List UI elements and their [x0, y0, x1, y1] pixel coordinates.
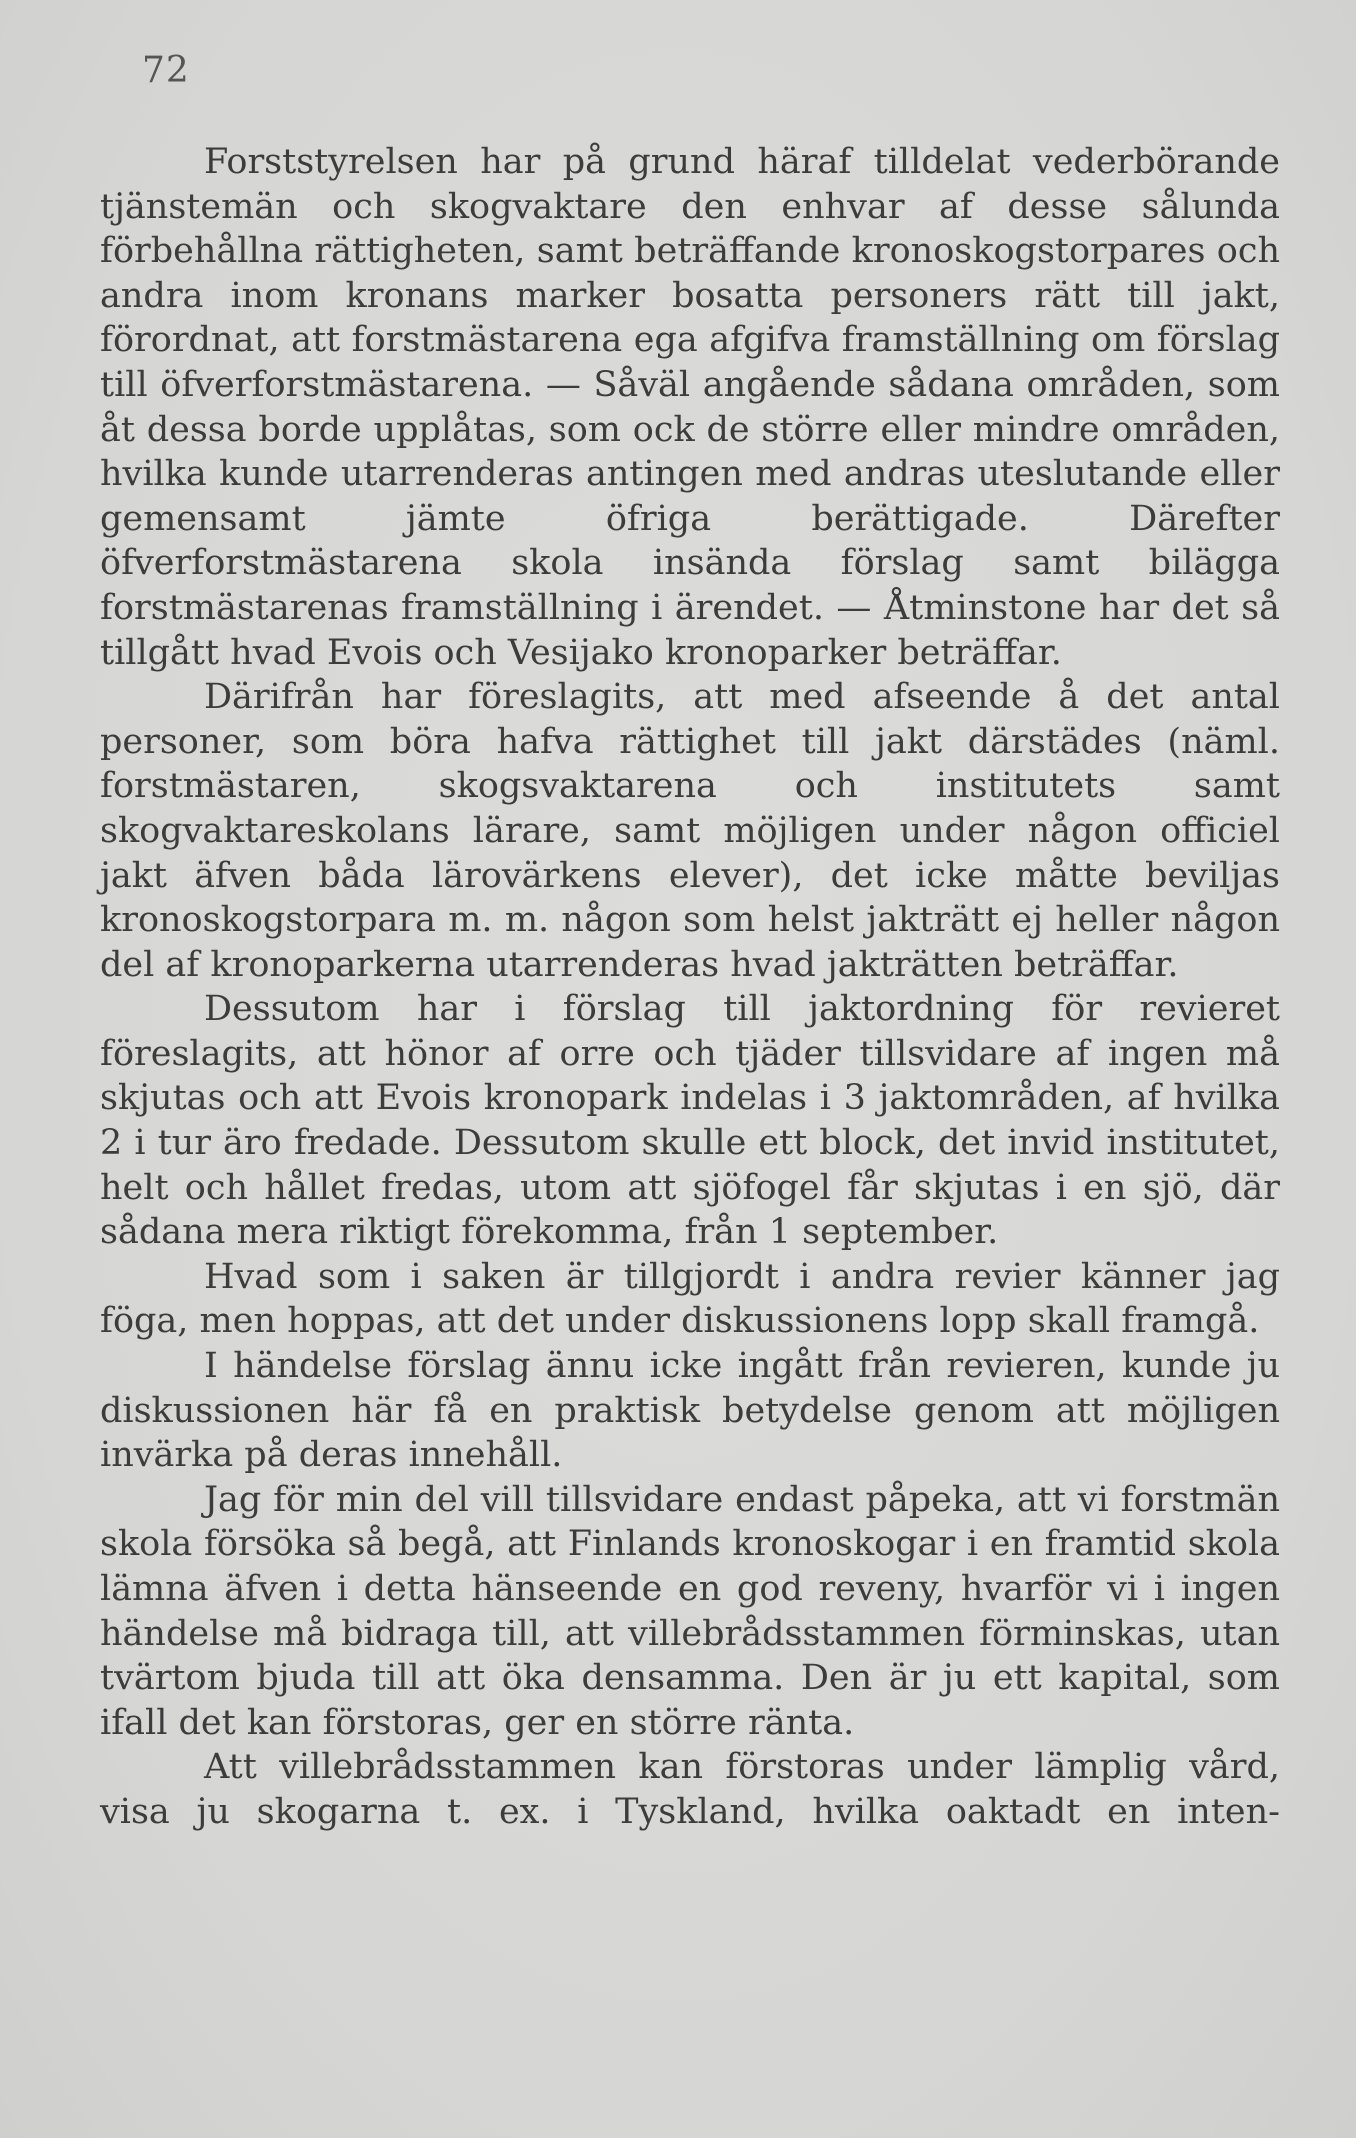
paragraph: Jag för min del vill tillsvidare endast påpeka, att vi forstmän skola försöka så begå, att Finlands kronoskogar i en framtid skola lämna äfven i detta hänseende en god reveny, hvarför vi i ingen händelse må bidraga till, att villebrådsstammen förminskas, utan tvärtom bjuda till att öka densamma. Den är ju ett kapital, som ifall det kan förstoras, ger en större ränta.	[100, 1479, 1280, 1743]
paragraph: Därifrån har föreslagits, att med afseende å det antal personer, som böra hafva rättighet till jakt därstädes (näml. forstmästaren, skogsvaktarena och institutets samt skogvaktareskolans lärare, samt möjligen under någon officiel jakt äfven båda lärovärkens elever), det icke måtte beviljas kronoskogstorpara m. m. någon som helst jakträtt ej heller någon del af kronoparkerna utarrenderas hvad jakträtten beträffar.	[100, 677, 1280, 985]
paragraph: Forststyrelsen har på grund häraf tilldelat vederbörande tjänstemän och skogvaktare den enhvar af desse sålunda förbehållna rättigheten, samt beträffande kronoskogstorpares och andra inom kronans marker bosatta personers rätt till jakt, förordnat, att forstmästarena ega afgifva framställning om förslag till öfverforstmästarena. — Såväl angående sådana områden, som åt dessa borde upplåtas, som ock de större eller mindre områden, hvilka kunde utarrenderas antingen med andras uteslutande eller gemensamt jämte öfriga berättigade. Därefter öfverforstmästarena skola insända förslag samt bilägga forstmästarenas framställning i ärendet. — Åtminstone har det så tillgått hvad Evois och Vesijako kronoparker beträffar.	[100, 142, 1280, 673]
paragraph: Att villebrådsstammen kan förstoras under lämplig vård, visa ju skogarna t. ex. i Tyskland, hvilka oaktadt en inten-	[100, 1747, 1280, 1832]
paragraph: Dessutom har i förslag till jaktordning för revieret föreslagits, att hönor af orre och tjäder tillsvidare af ingen må skjutas och att Evois kronopark indelas i 3 jaktområden, af hvilka 2 i tur äro fredade. Dessutom skulle ett block, det invid institutet, helt och hållet fredas, utom att sjöfogel får skjutas i en sjö, där sådana mera riktigt förekomma, från 1 september.	[100, 989, 1280, 1253]
body-text	[100, 140, 1280, 1835]
paragraph: Hvad som i saken är tillgjordt i andra revier känner jag föga, men hoppas, att det under diskussionens lopp skall framgå.	[100, 1256, 1280, 1342]
page-number: 72	[142, 50, 190, 91]
paragraph: I händelse förslag ännu icke ingått från revieren, kunde ju diskussionen här få en praktisk betydelse genom att möjligen invärka på deras innehåll.	[100, 1346, 1280, 1476]
